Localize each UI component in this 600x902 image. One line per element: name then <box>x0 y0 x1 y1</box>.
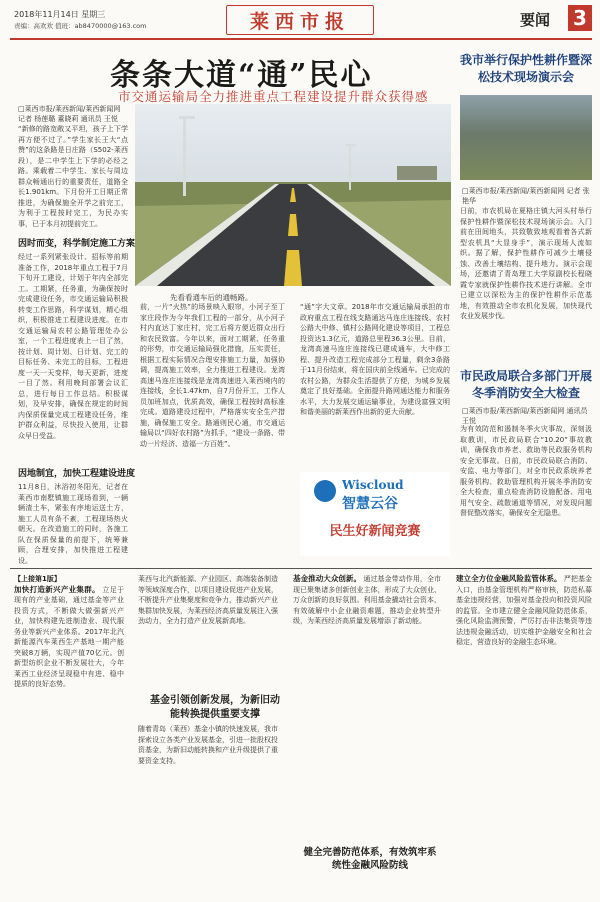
bottom-headline-3: 健全完善防范体系，有效筑牢系统性金融风险防线 <box>303 847 437 871</box>
lead-subhead-1: 因时而变，科学制定施工方案 <box>18 239 136 249</box>
bottom-column-4 <box>456 574 592 648</box>
bottom-text-1: 立足于现有的产业基础，通过基金等产业投资方式，不断做大做强新兴产业，加快构建先进制造业、现代服务业等新兴产业体系。2017年北汽新能源汽车莱西生产基地一期产能突破8万辆，实现产值70亿元。创新型纺织企业不断发展壮大，今年莱西工业经济呈现稳中有进、稳中提质的良好态势。 <box>14 585 124 688</box>
right-body-2: 为有效防范和遏制冬季火灾事故，深刻汲取教训，市民政局联合“10.20”事故教训，确保我市养老、救助等民政服务机构安全无事故。日前，市民政局联合消防、安监、电力等部门，对全市民政系统养老服务机构、救助管理机构开展冬季消防安全大检查，重点检查消防设施配备、用电用气安全、疏散通道等情况，对发现问题督促整改落实，确保安全无隐患。 <box>460 425 592 517</box>
farming-photo <box>460 95 592 180</box>
road-photo <box>135 104 451 286</box>
bottom-text-3: 通过基金带动作用，全市现已聚集诸多创新创业主体，形成了大众创业、万众创新的良好氛围。利用基金撬动社会资本，有效破解中小企业融资难题，推动企业转型升级，为莱西经济高质量发展增添了新动能。 <box>293 575 442 625</box>
road-illustration <box>135 104 451 286</box>
editor-line: 责编：高欢欢 值班：ab8470000@163.com <box>14 22 147 30</box>
bottom-subhead-1: 加快打造新兴产业集群。 <box>14 584 100 594</box>
issue-date: 2018年11月14日 星期三 <box>14 10 106 19</box>
lead-subheadline: 市交通运输局全力推进重点工程建设提升群众获得感 <box>118 89 429 104</box>
page-number: 3 <box>568 5 592 31</box>
lead-body-2: 11月8日，沐浴初冬阳光，记者在莱西市南墅镇施工现场看到，一辆辆渣土车，紧张有序地运送土方，施工人员有条不紊，工程现场热火朝天。在改造施工的同时，各施工队在保质保量的前提下，统筹兼顾，合理安排，加快推进工程建设。 <box>18 483 128 565</box>
bottom-subhead-3: 基金推动大众创新。 <box>293 574 362 583</box>
section-divider <box>10 568 592 569</box>
right-headline-2: 市民政局联合多部门开展冬季消防安全大检查 <box>460 369 593 400</box>
lead-headline: 条条大道“通”民心 <box>110 58 373 93</box>
wiscloud-ad <box>300 472 450 556</box>
bottom-column-2b <box>138 724 278 766</box>
lead-body-1: 经过一系列紧张设计、招标等前期准备工作，2018年重点工程于7月下旬开工建设，计划于年内全部完工。工期紧，任务重，为确保按时完成建设任务，市交通运输局积极转变工作思路，科学谋划，精心组织，积极推进工程建设进度。在市交通运输局农村公路管理处办公室，一个工程进度表上一目了然，按计划、周计划、日计划、完工的目标任务、未完工的目标，工程进度一天一天变样，每天更新，进度一目了然。利用晚间部署会议汇总，进行每日工作总结。积极谋划，及早安排，确保在规定的时间内保质保量完成工程建设任务，维护群众利益，尽快投入使用，让群众早日受益。 <box>18 253 128 440</box>
masthead-rule <box>10 38 592 40</box>
lead-subhead-2: 因地制宜，加快工程建设进度 <box>18 469 136 479</box>
right-body-1: 日前，市农机局在夏格庄镇大河头村举行保护性耕作暨深松技术现场演示会。入门前在田间地头，共致敬致地观看着各式新型农机具“大显身手”，演示现场人流如织。据了解，保护性耕作可减少土壤侵蚀、改善土壤结构、提升地力。演示会现场，还邀请了青岛理工大学原副校长程晓霞专家就保护性耕作技术进行讲解。全市已建立以深松为主的保护性耕作示范基地，有效推动全市农机化发展，加快现代农业发展步伐。 <box>460 207 592 320</box>
bottom-text-2: 莱西与北汽新能源、产业园区、高端装备制造等领域深度合作，以项目建设促进产业发展，不断提升产业集聚度和竞争力，推动新兴产业集群加快发展，为莱西经济高质量发展注入强劲动力，全力打造产业发展新高地。 <box>138 575 278 625</box>
continued-tag: 【上接第1版】 <box>14 575 61 583</box>
ad-brand-cn: 智慧云谷 <box>342 496 398 512</box>
ad-slogan: 民生好新闻竞赛 <box>329 524 421 539</box>
lead-intro: “新修的路宽敞又平坦，孩子上下学再方便不过了。”学生家长王大“点赞”的这条路是日庄路（S502-莱西段），是二中学生上下学的必经之路。乘载着二中学生、家长与周边群众畅通出行的重要责任，道路全长1.901km。下月份开工日期正常推进，为确保施全开学之前完工，为利于工程按时完工，为民办实事，已于本月初提前完工。 <box>18 125 128 228</box>
wiscloud-logo-icon <box>314 480 336 502</box>
lead-column-3: “通”字大文章。2018年市交通运输局承担的市政府重点工程在线支路通达马连庄连接线、农村公路大中修、镇村公路网化建设等项目，工程总投资达1.3亿元，道路总里程36.3公里。目前，龙湾高速马连庄连接线已建成通车，大中修工程、提升改造工程完成部分工程量，剩余3条路于11月份结束，将在国庆前全线通车。已完成的农村公路，为群众生活提供了方便，为城乡发展奠定了良好基础。全面提升路网通达能力和服务水平，大力发展交通运输事业，为建设富强文明和谐美丽的新莱西作出新的更大贡献。 <box>300 303 450 416</box>
bottom-subhead-4: 建立全方位金融风险监管体系。 <box>456 574 562 583</box>
section-title: 要闻 <box>520 11 551 29</box>
right-byline-1: □莱西市报/莱西新闻/莱西新闻网 记者 张艳华 <box>462 187 590 205</box>
bottom-text-4: 严把基金入口，由基金管理机构严格审核，防范私募基金违规经营，加强对基金投向和投资风险的监管。全市建立健全金融风险防范体系，强化风险监测预警，严厉打击非法集资等违法违规金融活动，切实维护金融安全和社会稳定，营造良好的金融生态环境。 <box>456 575 593 646</box>
bottom-column-2 <box>138 574 278 627</box>
bottom-column-3 <box>293 574 441 627</box>
bottom-text-2b: 随着青岛（莱西）基金小镇的快速发展，我市探索设立各类产业发展基金，引进一批股权投资基金，为新旧动能转换和产业升级提供了重要资金支持。 <box>138 725 278 765</box>
ad-brand-en: Wiscloud <box>342 478 404 492</box>
lead-byline: □莱西市报/莱西新闻/莱西新闻网 记者 杨莲璐 董晓莉 通讯员 王悦 <box>18 105 121 123</box>
bottom-headline-2: 基金引领创新发展，为新旧动能转换提供重要支撑 <box>150 695 280 720</box>
paper-name-logo: 莱西市报 <box>226 5 374 35</box>
bottom-column-1 <box>14 574 124 690</box>
right-byline-2: □莱西市报/莱西新闻/莱西新闻网 通讯员 王悦 <box>462 407 588 425</box>
photo-caption: 先看看通车后的通畅路。 <box>170 293 253 302</box>
right-headline-1: 我市举行保护性耕作暨深松技术现场演示会 <box>460 53 593 84</box>
lead-column-2: 前，一片“火热”的场景映入眼帘，小河子至丁家庄段作为今年我们工程的一部分，从小河子村内直达丁家庄村，完工后将方便近群众出行和农民致富。今年以来，面对工期紧、任务重的形势，市交通运输局强化措施，压实责任，根据工程实际情况合理安排施工力量，加强协调，提高施工效率，全力推进工程建设。龙湾高速马连庄连接线是龙湾高速进入莱西境内的连接线，全长1.47km，自7月份开工，工作人员加班加点，优质高效，确保工程按时高标准完成。道路建设过程中，严格落实安全生产措施，确保施工安全。路通则民心通，市交通运输局以“四好农村路”为抓手，“建设一条路、带动一片经济、造福一方百姓”。 <box>140 303 285 448</box>
